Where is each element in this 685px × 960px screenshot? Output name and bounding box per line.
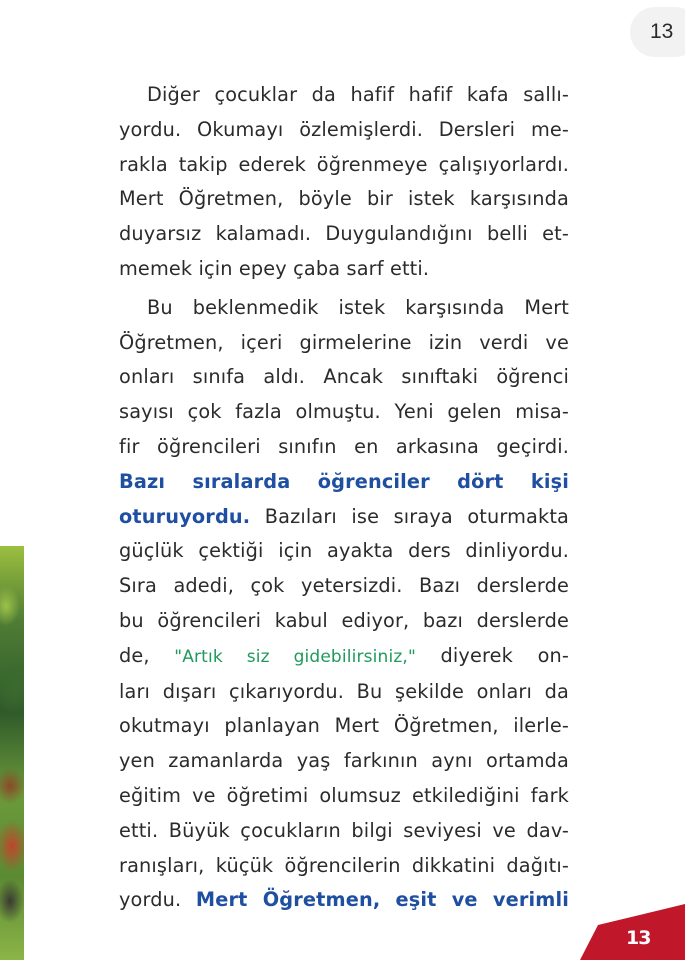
text-line: yen zamanlarda yaş farkının aynı ortamda xyxy=(119,749,569,773)
text-line: bu öğrencileri kabul ediyor, bazı derslerde xyxy=(119,608,569,632)
text-line: onları sınıfa aldı. Ancak sınıftaki öğrenci xyxy=(119,365,569,389)
text-line: Diğer çocuklar da hafif hafif kafa sallı- xyxy=(147,83,569,106)
page-number-text: 13 xyxy=(650,20,674,43)
text-line: Mert Öğretmen, böyle bir istek karşısında xyxy=(119,187,569,211)
highlighted-sentence-blue: Mert Öğretmen, eşit ve verimli xyxy=(195,888,569,912)
text-line: duyarsız kalamadı. Duygulandığını belli et- xyxy=(119,222,569,246)
text-line: sayısı çok fazla olmuştu. Yeni gelen misa- xyxy=(119,400,569,424)
text-line: eğitim ve öğretimi olumsuz etkilediğini fark xyxy=(119,783,569,807)
text-line: ları dışarı çıkarıyordu. Bu şekilde onları da xyxy=(119,679,569,703)
text-line: Bu beklenmedik istek karşısında Mert xyxy=(147,295,569,319)
text-line xyxy=(119,883,569,918)
text-segment: de, xyxy=(119,643,175,667)
highlighted-sentence-blue: Bazı sıralarda öğrenciler dört kişi xyxy=(119,469,569,493)
highlighted-word-blue: oturuyordu. xyxy=(119,504,251,528)
paragraph-2 xyxy=(119,291,569,918)
text-line: güçlük çektiği için ayakta ders dinliyordu. xyxy=(119,539,569,563)
text-line: fir öğrencileri sınıfın en arkasına geçirdi. xyxy=(119,434,569,458)
paragraph-1 xyxy=(119,78,569,287)
highlighted-quote-green: "Artık siz gidebilirsiniz," xyxy=(174,646,416,667)
book-page-text xyxy=(119,78,569,918)
text-segment: yordu. xyxy=(119,888,196,912)
page-number-badge xyxy=(630,7,685,57)
text-line: Öğretmen, içeri girmelerine izin verdi ve xyxy=(119,330,569,354)
text-line: ranışları, küçük öğrencilerin dikkatini dağıtı- xyxy=(119,853,569,877)
text-line: memek için epey çaba sarf etti. xyxy=(119,256,430,280)
text-line: etti. Büyük çocukların bilgi seviyesi ve dav- xyxy=(119,818,569,842)
text-line: okutmayı planlayan Mert Öğretmen, ilerle- xyxy=(119,714,569,738)
text-line xyxy=(119,500,569,535)
text-line xyxy=(119,639,569,675)
text-segment: Bazıları ise sıraya oturmakta xyxy=(250,504,569,528)
text-segment: diyerek on- xyxy=(415,643,569,667)
text-line: Sıra adedi, çok yetersizdi. Bazı derslerde xyxy=(119,574,569,598)
text-line: yordu. Okumayı özlemişlerdi. Dersleri me- xyxy=(119,117,569,141)
forest-illustration-strip xyxy=(0,546,24,960)
text-line: rakla takip ederek öğrenmeye çalışıyorlardı. xyxy=(119,152,569,176)
corner-page-number: 13 xyxy=(626,927,651,949)
